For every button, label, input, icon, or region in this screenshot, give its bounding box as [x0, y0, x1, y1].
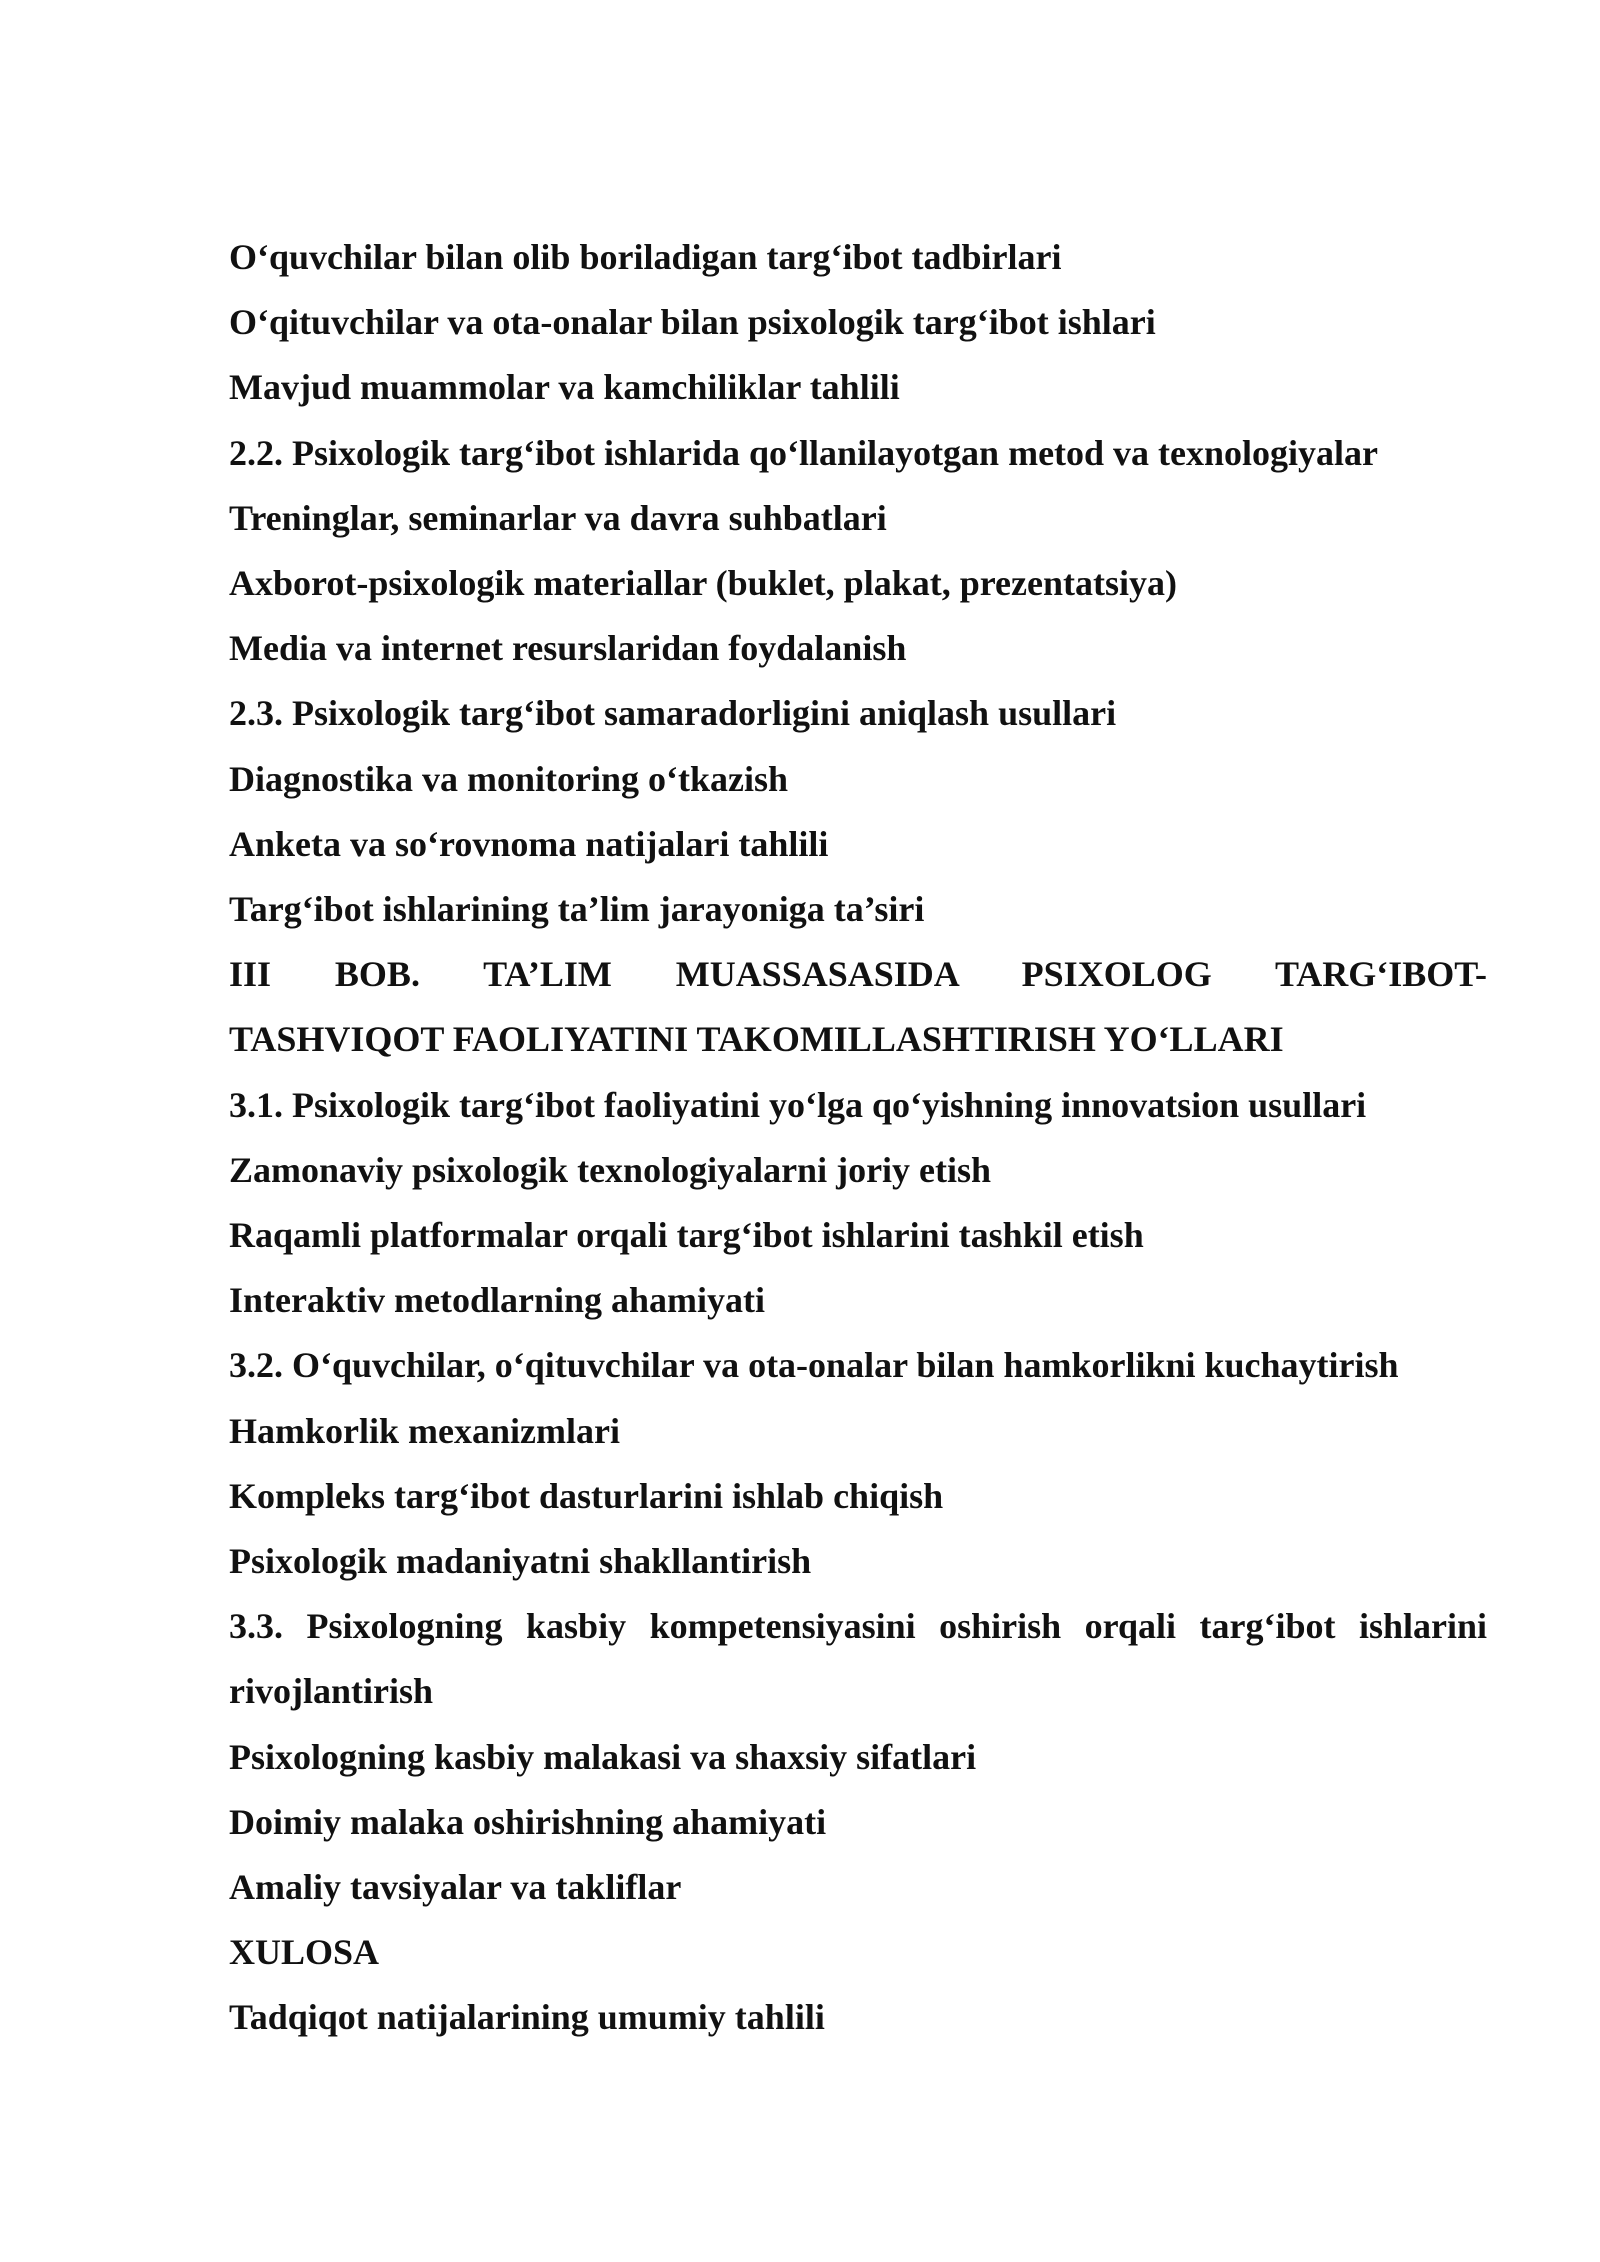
toc-section-heading-continued: rivojlantirish [229, 1671, 433, 1712]
toc-subitem: Oʻquvchilar bilan olib boriladigan targʻibot tadbirlari [229, 237, 1062, 277]
toc-subitem: Raqamli platformalar orqali targʻibot ishlarini tashkil etish [229, 1215, 1144, 1256]
table-of-contents [229, 225, 1487, 2051]
toc-chapter-heading-continued: TASHVIQOT FAOLIYATINI TAKOMILLASHTIRISH YOʻLLARI [229, 1019, 1284, 1060]
toc-subitem: Interaktiv metodlarning ahamiyati [229, 1280, 765, 1321]
toc-section-heading: 3.1. Psixologik targʻibot faoliyatini yoʻlga qoʻyishning innovatsion usullari [229, 1084, 1367, 1125]
toc-subitem: Kompleks targʻibot dasturlarini ishlab chiqish [229, 1475, 944, 1516]
toc-subitem: Diagnostika va monitoring oʻtkazish [229, 758, 789, 799]
toc-section-heading: 3.3. Psixologning kasbiy kompetensiyasini oshirish orqali targʻibot ishlarini [229, 1606, 1487, 1647]
toc-subitem: Mavjud muammolar va kamchiliklar tahlili [229, 367, 900, 408]
toc-subitem: Doimiy malaka oshirishning ahamiyati [229, 1801, 827, 1842]
toc-subitem: Psixologning kasbiy malakasi va shaxsiy sifatlari [229, 1736, 977, 1777]
toc-chapter-heading: III BOB. TA’LIM MUASSASASIDA PSIXOLOG TARGʻIBOT- [229, 954, 1487, 995]
toc-subitem: Tadqiqot natijalarining umumiy tahlili [229, 1997, 825, 2038]
toc-section-heading: 2.2. Psixologik targʻibot ishlarida qoʻllanilayotgan metod va texnologiyalar [229, 432, 1379, 473]
toc-subitem: Amaliy tavsiyalar va takliflar [229, 1867, 682, 1908]
toc-subitem: Media va internet resurslaridan foydalanish [229, 628, 907, 669]
toc-section-heading: 3.2. Oʻquvchilar, oʻqituvchilar va ota-onalar bilan hamkorlikni kuchaytirish [229, 1345, 1399, 1386]
toc-section-heading: 2.3. Psixologik targʻibot samaradorligini aniqlash usullari [229, 693, 1117, 734]
toc-subitem: Anketa va soʻrovnoma natijalari tahlili [229, 823, 829, 864]
toc-subitem: Hamkorlik mexanizmlari [229, 1410, 620, 1451]
toc-subitem: Axborot-psixologik materiallar (buklet, plakat, prezentatsiya) [229, 563, 1177, 604]
toc-chapter-heading: XULOSA [229, 1932, 380, 1973]
toc-subitem: Psixologik madaniyatni shakllantirish [229, 1541, 812, 1582]
toc-subitem: Treninglar, seminarlar va davra suhbatlari [229, 497, 887, 538]
toc-subitem: Oʻqituvchilar va ota-onalar bilan psixologik targʻibot ishlari [229, 302, 1156, 343]
toc-subitem: Zamonaviy psixologik texnologiyalarni joriy etish [229, 1149, 992, 1190]
toc-subitem: Targʻibot ishlarining ta’lim jarayoniga ta’siri [229, 889, 925, 930]
